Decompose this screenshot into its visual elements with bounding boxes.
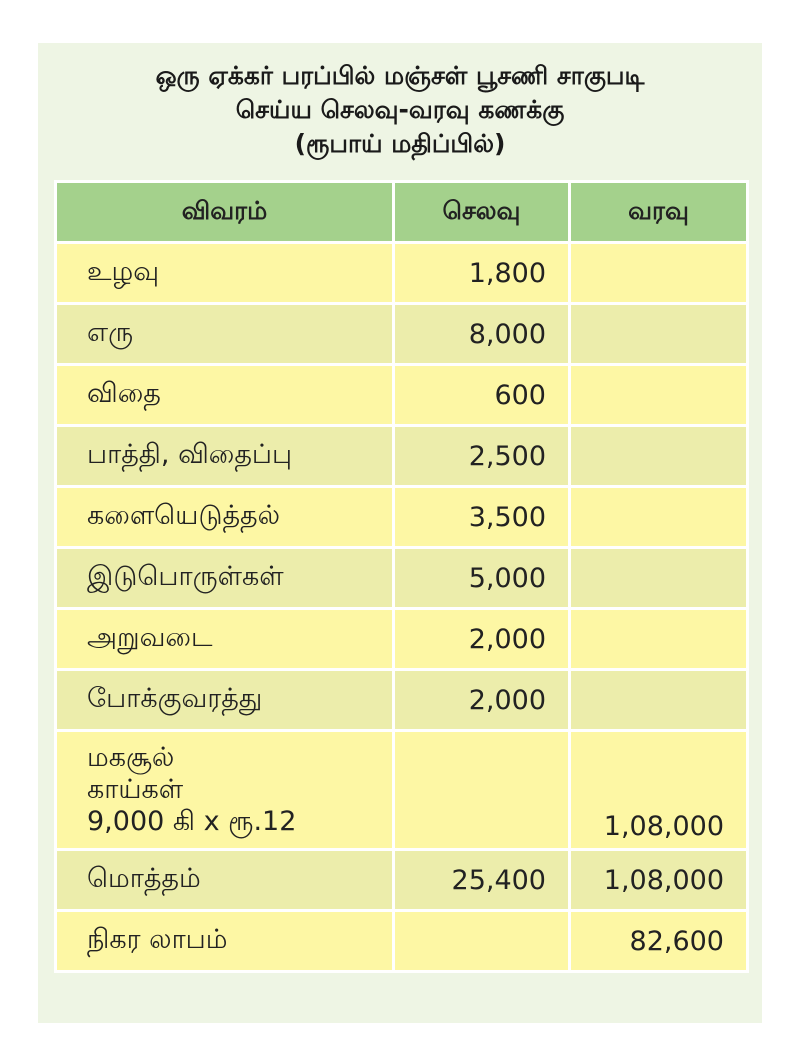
row-income (570, 609, 748, 670)
row-expense: 2,500 (394, 426, 570, 487)
cost-income-card (38, 43, 762, 1023)
header-row (56, 182, 748, 243)
row-expense: 2,000 (394, 609, 570, 670)
row-expense: 1,800 (394, 243, 570, 304)
title-line-1: ஒரு ஏக்கர் பரப்பில் மஞ்சள் பூசணி சாகுபடி (155, 61, 645, 90)
row-expense: 2,000 (394, 670, 570, 731)
row-expense: 3,500 (394, 487, 570, 548)
table-row (56, 365, 748, 426)
table-row (56, 548, 748, 609)
table-row (56, 243, 748, 304)
harvest-line-3: 9,000 கி x ரூ.12 (87, 806, 297, 837)
row-expense: 5,000 (394, 548, 570, 609)
total-row (56, 850, 748, 911)
total-expense: 25,400 (394, 850, 570, 911)
row-label: எரு (56, 304, 394, 365)
harvest-row (56, 731, 748, 850)
harvest-line-1: மகசூல் (87, 742, 175, 773)
cost-income-table (54, 180, 749, 973)
profit-row (56, 911, 748, 972)
header-detail: விவரம் (56, 182, 394, 243)
row-income (570, 243, 748, 304)
row-label: களையெடுத்தல் (56, 487, 394, 548)
table-row (56, 670, 748, 731)
row-expense: 600 (394, 365, 570, 426)
row-label: உழவு (56, 243, 394, 304)
table-title (38, 59, 762, 161)
total-income: 1,08,000 (570, 850, 748, 911)
row-label: விதை (56, 365, 394, 426)
harvest-line-2: காய்கள் (87, 774, 184, 805)
title-line-3: (ரூபாய் மதிப்பில்) (294, 129, 506, 158)
profit-income: 82,600 (570, 911, 748, 972)
profit-label: நிகர லாபம் (56, 911, 394, 972)
profit-expense (394, 911, 570, 972)
title-line-2: செய்ய செலவு-வரவு கணக்கு (235, 95, 565, 124)
table-row (56, 487, 748, 548)
header-income: வரவு (570, 182, 748, 243)
row-income (570, 426, 748, 487)
table-row (56, 304, 748, 365)
row-label: பாத்தி, விதைப்பு (56, 426, 394, 487)
row-income (570, 548, 748, 609)
row-income (570, 487, 748, 548)
harvest-expense (394, 731, 570, 850)
row-income (570, 365, 748, 426)
row-income (570, 304, 748, 365)
header-expense: செலவு (394, 182, 570, 243)
row-label: இடுபொருள்கள் (56, 548, 394, 609)
row-expense: 8,000 (394, 304, 570, 365)
row-income (570, 670, 748, 731)
harvest-label (56, 731, 394, 850)
harvest-income: 1,08,000 (570, 731, 748, 850)
row-label: போக்குவரத்து (56, 670, 394, 731)
row-label: அறுவடை (56, 609, 394, 670)
table-row (56, 426, 748, 487)
total-label: மொத்தம் (56, 850, 394, 911)
table-row (56, 609, 748, 670)
